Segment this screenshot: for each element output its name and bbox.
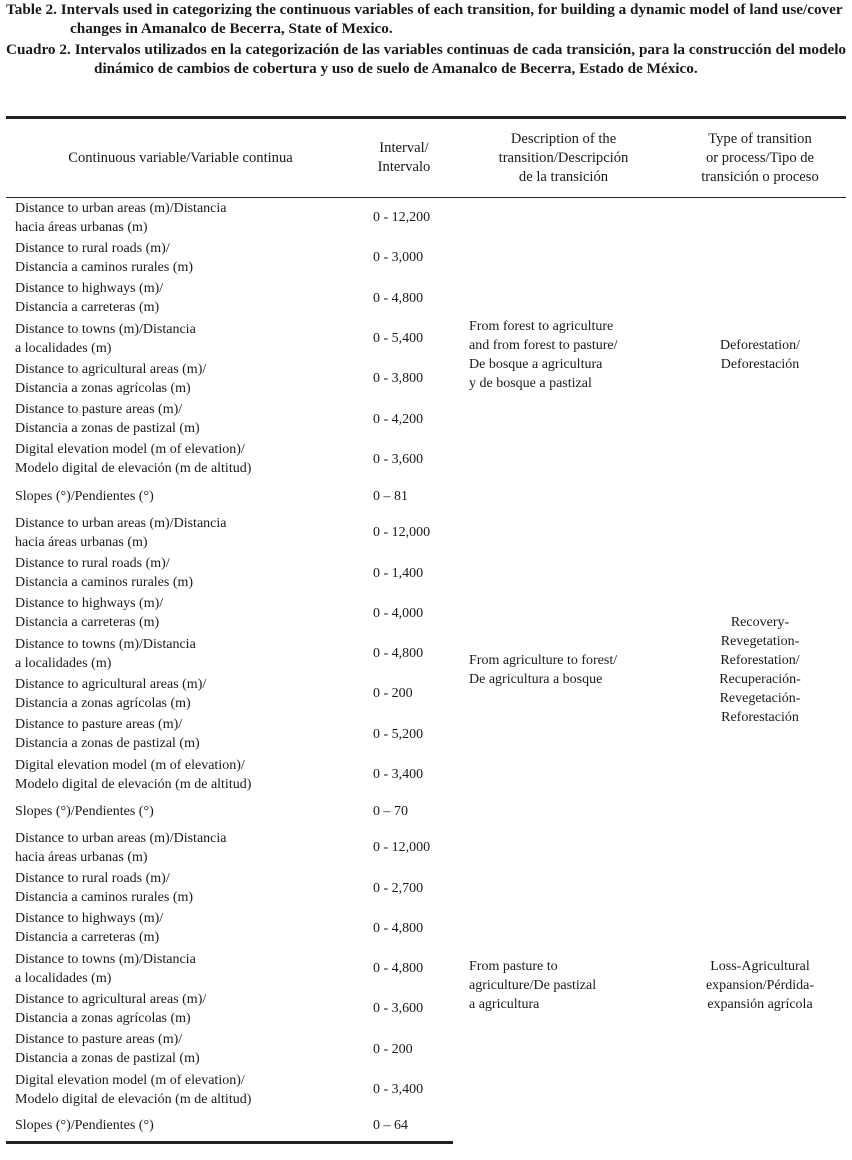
interval-cell [355,868,453,908]
interval-value: 0 - 2,700 [373,880,424,896]
variable-cell [6,278,355,318]
variable-cell [6,318,355,358]
description-text: and from forest to pasture/ [469,338,618,354]
description-text: From pasture to [469,958,558,974]
type-text: expansion/Pérdida- [705,977,815,993]
description-text: De agricultura a bosque [469,672,603,688]
interval-value: 0 - 5,400 [373,331,424,347]
description-text: y de bosque a pastizal [469,376,592,392]
type-text: Recuperación- [719,672,801,688]
variable-cell [6,238,355,278]
transition-type-cell [674,513,846,828]
interval-value: 0 - 5,200 [373,726,424,742]
type-text: Revegetación- [719,691,801,707]
variable-text: Distance to agricultural areas (m)/ [15,991,207,1007]
variable-cell [6,399,355,439]
interval-value: 0 - 4,800 [373,961,424,977]
table-body [6,198,846,1143]
interval-cell [355,480,453,513]
variable-cell [6,633,355,673]
variable-text: a localidades (m) [15,340,112,356]
header-label: transition/Descripción [498,149,629,166]
interval-value: 0 - 12,000 [373,525,431,541]
variable-text: Distance to highways (m)/ [15,281,164,297]
interval-value: 0 - 200 [373,1041,413,1057]
variable-text: Distancia a caminos rurales (m) [15,259,194,275]
variable-text: Distance to rural roads (m)/ [15,240,170,256]
table-caption-english [6,0,846,38]
interval-cell [355,674,453,714]
transition-type-cell [674,828,846,1143]
header-type [674,118,846,198]
interval-value: 0 - 12,000 [373,840,431,856]
variable-text: Distancia a zonas de pastizal (m) [15,421,200,437]
interval-cell [355,908,453,948]
caption-text-spanish: Intervalos utilizados en la categorización de las variables continuas de cada transición, para la construcción del modelo dinámico de cambios de cobertura y uso de suelo de Amanalco de Becerra, Estado de México. [74,41,847,77]
type-text: expansión agrícola [707,996,813,1012]
description-text: From forest to agriculture [469,319,614,335]
variable-text: Distancia a zonas agrícolas (m) [15,380,191,396]
interval-cell [355,359,453,399]
variable-text: Distance to pasture areas (m)/ [15,717,183,733]
interval-value: 0 – 81 [373,488,408,504]
variable-text: hacia áreas urbanas (m) [15,849,148,865]
variable-cell [6,1029,355,1069]
type-text: Reforestación [721,710,799,726]
type-text: Revegetation- [720,634,800,650]
variable-cell [6,480,355,513]
variable-text: Distance to urban areas (m)/Distancia [15,200,227,216]
variable-text: Slopes (°)/Pendientes (°) [15,803,154,819]
interval-cell [355,238,453,278]
interval-cell [355,754,453,794]
interval-value: 0 - 200 [373,686,413,702]
variable-cell [6,359,355,399]
variable-text: Distancia a carreteras (m) [15,615,160,631]
variable-cell [6,1110,355,1143]
interval-value: 0 - 4,000 [373,605,424,621]
header-label: transición o proceso [701,168,819,185]
variable-text: Distance to towns (m)/Distancia [15,636,196,652]
variable-text: Distance to urban areas (m)/Distancia [15,830,227,846]
variable-text: Distance to agricultural areas (m)/ [15,361,207,377]
variable-cell [6,593,355,633]
variable-text: Digital elevation model (m of elevation)/ [15,1072,245,1088]
variable-text: Distance to rural roads (m)/ [15,556,170,572]
table-header-row [6,118,846,198]
intervals-table [6,116,846,1144]
variable-cell [6,553,355,593]
variable-text: Distance to pasture areas (m)/ [15,402,183,418]
interval-value: 0 - 12,200 [373,210,431,226]
header-label: de la transición [518,168,609,185]
interval-value: 0 - 3,600 [373,451,424,467]
caption-label-spanish: Cuadro 2. [6,41,71,58]
header-label: or process/Tipo de [705,149,815,166]
header-label: Intervalo [377,159,431,175]
table-row [6,198,846,238]
variable-cell [6,868,355,908]
interval-cell [355,439,453,479]
interval-cell [355,198,453,238]
variable-text: Slopes (°)/Pendientes (°) [15,488,154,504]
variable-cell [6,439,355,479]
interval-cell [355,795,453,828]
interval-cell [355,633,453,673]
variable-cell [6,198,355,238]
interval-cell [355,1110,453,1143]
description-text: a agricultura [469,996,540,1012]
variable-text: Distance to rural roads (m)/ [15,871,170,887]
variable-cell [6,754,355,794]
interval-cell [355,949,453,989]
transition-description-cell [453,513,674,828]
interval-value: 0 - 3,000 [373,250,424,266]
interval-cell [355,513,453,553]
variable-text: Slopes (°)/Pendientes (°) [15,1117,154,1133]
variable-text: Distancia a zonas agrícolas (m) [15,1010,191,1026]
transition-description-cell [453,198,674,513]
variable-text: Distance to towns (m)/Distancia [15,321,196,337]
variable-text: Distancia a zonas de pastizal (m) [15,736,200,752]
type-text: Recovery- [730,615,790,631]
variable-text: Distancia a zonas agrícolas (m) [15,695,191,711]
header-label: Interval/ [379,140,429,156]
interval-value: 0 - 4,200 [373,411,424,427]
variable-text: Distance to highways (m)/ [15,596,164,612]
variable-cell [6,714,355,754]
header-label: Type of transition [708,130,812,147]
interval-value: 0 - 4,800 [373,290,424,306]
header-description [453,118,674,198]
interval-value: 0 - 3,800 [373,371,424,387]
interval-cell [355,989,453,1029]
header-label: Continuous variable/Variable continua [68,149,293,166]
variable-text: Distancia a carreteras (m) [15,300,160,316]
interval-cell [355,1029,453,1069]
interval-cell [355,828,453,868]
description-text: agriculture/De pastizal [469,977,597,993]
variable-text: Modelo digital de elevación (m de altitud) [15,776,252,792]
variable-cell [6,674,355,714]
header-interval [355,118,453,198]
type-text: Deforestation/ [719,338,801,354]
variable-cell [6,828,355,868]
table-caption-spanish [6,40,846,78]
variable-text: Digital elevation model (m of elevation)/ [15,442,245,458]
interval-value: 0 - 3,600 [373,1001,424,1017]
variable-text: Distance to urban areas (m)/Distancia [15,515,227,531]
interval-cell [355,553,453,593]
variable-cell [6,513,355,553]
variable-text: a localidades (m) [15,970,112,986]
variable-text: Distance to towns (m)/Distancia [15,951,196,967]
interval-cell [355,399,453,439]
interval-value: 0 - 1,400 [373,565,424,581]
header-continuous-variable [6,118,355,198]
transition-type-cell [674,198,846,513]
type-text: Deforestación [720,357,800,373]
type-text: Loss-Agricultural [710,958,810,974]
interval-value: 0 - 3,400 [373,767,424,782]
variable-text: Distancia a zonas de pastizal (m) [15,1051,200,1067]
table-row [6,513,846,553]
description-text: De bosque a agricultura [469,357,603,373]
interval-value: 0 - 3,400 [373,1082,424,1098]
transition-description-cell [453,828,674,1143]
header-label: Description of the [510,130,617,147]
variable-text: hacia áreas urbanas (m) [15,534,148,550]
variable-cell [6,949,355,989]
variable-cell [6,1069,355,1109]
variable-text: hacia áreas urbanas (m) [15,219,148,235]
caption-label-english: Table 2. [6,1,57,18]
variable-cell [6,795,355,828]
interval-cell [355,714,453,754]
variable-text: Distancia a caminos rurales (m) [15,575,194,591]
variable-text: Distance to highways (m)/ [15,911,164,927]
interval-value: 0 - 4,800 [373,920,424,936]
interval-value: 0 - 4,800 [373,646,424,662]
interval-cell [355,278,453,318]
variable-cell [6,989,355,1029]
variable-text: Distancia a caminos rurales (m) [15,890,194,906]
interval-cell [355,318,453,358]
variable-text: a localidades (m) [15,655,112,671]
table-row [6,828,846,868]
variable-text: Distance to pasture areas (m)/ [15,1032,183,1048]
variable-text: Digital elevation model (m of elevation)/ [15,757,245,773]
variable-text: Modelo digital de elevación (m de altitud) [15,1091,252,1107]
variable-text: Distance to agricultural areas (m)/ [15,676,207,692]
interval-cell [355,1069,453,1109]
caption-text-english: Intervals used in categorizing the continuous variables of each transition, for building a dynamic model of land use/cover changes in Amanalco de Becerra, State of Mexico. [60,1,843,37]
type-text: Reforestation/ [720,653,800,669]
interval-cell [355,593,453,633]
interval-value: 0 – 64 [373,1117,408,1133]
variable-text: Distancia a carreteras (m) [15,930,160,946]
variable-text: Modelo digital de elevación (m de altitud) [15,461,252,477]
description-text: From agriculture to forest/ [469,653,618,669]
interval-value: 0 – 70 [373,803,408,819]
variable-cell [6,908,355,948]
